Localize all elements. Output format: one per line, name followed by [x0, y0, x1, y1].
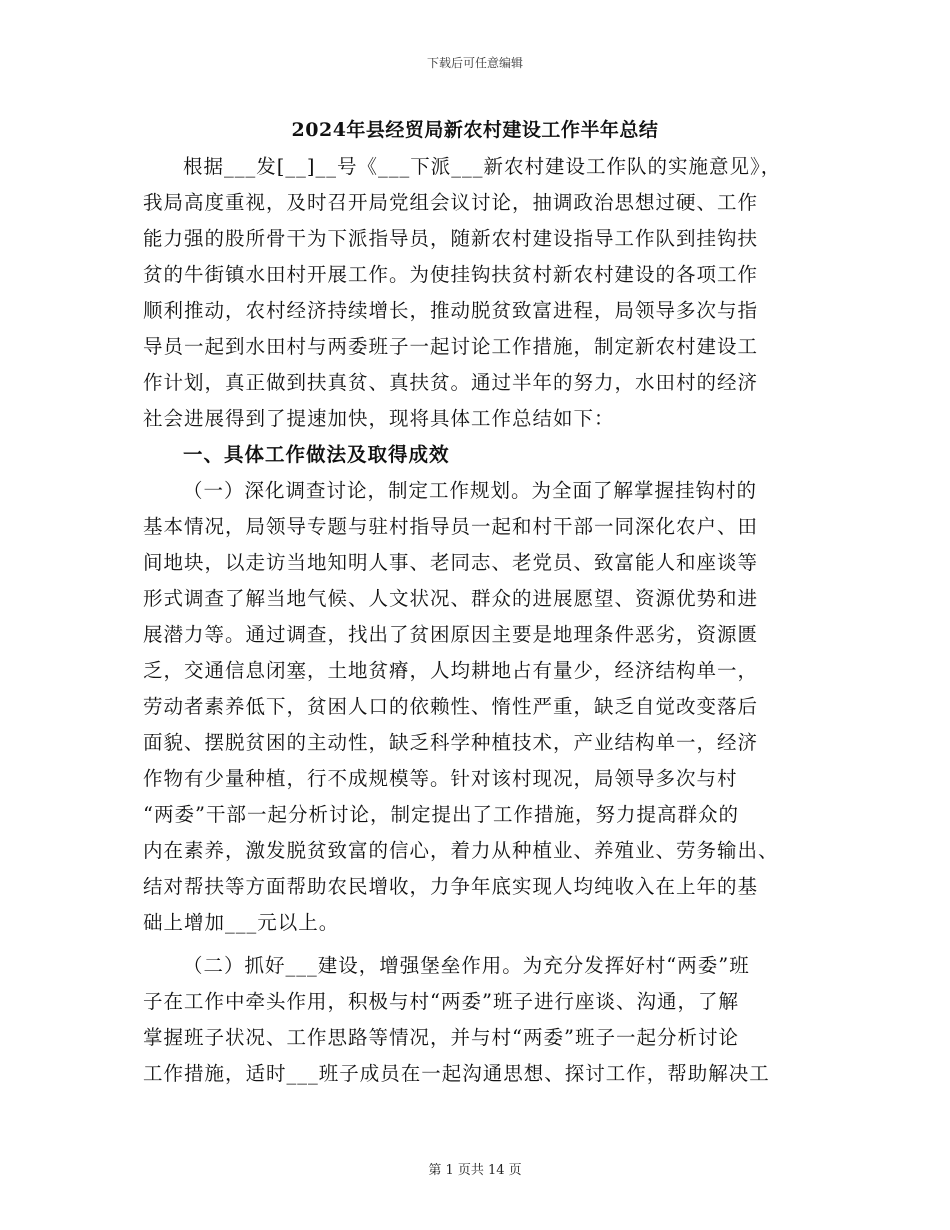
text-line: （一）深化调查讨论，制定工作规划。为全面了解掌握挂钩村的 [183, 479, 758, 502]
text-line: “两委”干部一起分析讨论，制定提出了工作措施，努力提高群众的 [143, 803, 739, 826]
text-line: 内在素养，激发脱贫致富的信心，着力从种植业、养殖业、劳务输出、 [143, 839, 779, 862]
text-line: 贫的牛街镇水田村开展工作。为使挂钩扶贫村新农村建设的各项工作 [143, 263, 759, 286]
text-line: 能力强的股所骨干为下派指导员，随新农村建设指导工作队到挂钩扶 [143, 227, 759, 250]
document-body [143, 149, 808, 1092]
text-line: 我局高度重视，及时召开局党组会议讨论，抽调政治思想过硬、工作 [143, 191, 759, 214]
text-line: 展潜力等。通过调查，找出了贫困原因主要是地理条件恶劣，资源匮 [143, 623, 759, 646]
text-line: 导员一起到水田村与两委班子一起讨论工作措施，制定新农村建设工 [143, 335, 759, 358]
text-line: 工作措施，适时___班子成员在一起沟通思想、探讨工作，帮助解决工 [143, 1062, 770, 1085]
text-line: 劳动者素养低下，贫困人口的依赖性、惰性严重，缺乏自觉改变落后 [143, 695, 759, 718]
text-line: 子在工作中牵头作用，积极与村“两委”班子进行座谈、沟通，了解 [143, 990, 739, 1013]
document-title: 2024年县经贸局新农村建设工作半年总结 [291, 119, 659, 141]
text-line: 顺利推动，农村经济持续增长，推动脱贫致富进程，局领导多次与指 [143, 299, 759, 322]
text-line: 作计划，真正做到扶真贫、真扶贫。通过半年的努力，水田村的经济 [143, 371, 759, 394]
text-line: 形式调查了解当地气候、人文状况、群众的进展愿望、资源优势和进 [143, 587, 759, 610]
text-line: 掌握班子状况、工作思路等情况，并与村“两委”班子一起分析讨论 [143, 1026, 739, 1049]
page-number: 第 1 页共 14 页 [428, 1163, 522, 1178]
text-line: 础上增加___元以上。 [143, 911, 340, 934]
section-heading: 一、具体工作做法及取得成效 [183, 443, 450, 466]
text-line: 乏，交通信息闭塞，土地贫瘠，人均耕地占有量少，经济结构单一， [143, 659, 759, 682]
text-line: 间地块，以走访当地知明人事、老同志、老党员、致富能人和座谈等 [143, 551, 759, 574]
text-line: 面貌、摆脱贫困的主动性，缺乏科学种植技术，产业结构单一，经济 [143, 731, 759, 754]
text-line: 根据___发[__]__号《___下派___新农村建设工作队的实施意见》， [183, 155, 782, 178]
text-line: 基本情况，局领导专题与驻村指导员一起和村干部一同深化农户、田 [143, 515, 759, 538]
text-line: 作物有少量种植，行不成规模等。针对该村现况，局领导多次与村 [143, 767, 738, 790]
page-header-note: 下载后可任意编辑 [426, 56, 523, 70]
text-line: 结对帮扶等方面帮助农民增收，力争年底实现人均纯收入在上年的基 [143, 875, 759, 898]
text-line: 社会进展得到了提速加快，现将具体工作总结如下： [143, 407, 615, 430]
text-line: （二）抓好___建设，增强堡垒作用。为充分发挥好村“两委”班 [183, 954, 750, 977]
